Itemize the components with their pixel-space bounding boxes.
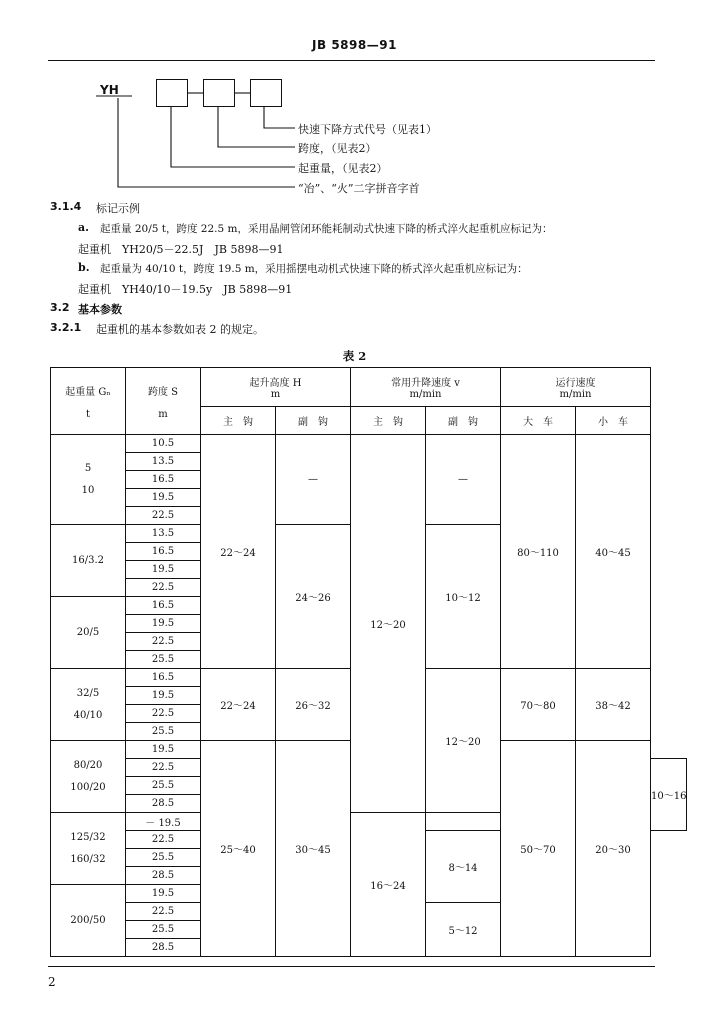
span-cell: 16.5 (126, 543, 201, 561)
section-32-title: 基本参数 (78, 303, 122, 316)
trolley-speed-2: 38～42 (576, 669, 651, 741)
capacity-cell: 5 10 (51, 435, 126, 525)
lift-speed-main-5: 8～14 (426, 831, 501, 903)
example-a-text: 起重量 20/5 t，跨度 22.5 m，采用晶闸管闭环能耗制动式快速下降的桥式淬火起重机应标记为： (100, 223, 553, 235)
example-b-text: 起重量为 40/10 t，跨度 19.5 m，采用摇摆电动机式快速下降的桥式淬火起重机应标记为： (100, 263, 528, 275)
span-cell: 22.5 (126, 579, 201, 597)
lift-height-aux-2: 24～26 (276, 525, 351, 669)
span-cell: 28.5 (126, 867, 201, 885)
lift-height-aux-3: 26～32 (276, 669, 351, 741)
span-cell: － 19.5 (126, 813, 201, 831)
span-cell: 25.5 (126, 849, 201, 867)
capacity-cell: 80/20 100/20 (51, 741, 126, 813)
lift-speed-aux-4: 16～24 (351, 813, 426, 957)
header-main-hook-speed: 主 钩 (351, 407, 426, 435)
section-314-title: 标记示例 (96, 202, 140, 215)
header-travel-speed: 运行速度 m/min (501, 368, 651, 407)
code-item-span: 跨度，（见表2） (298, 142, 377, 155)
capacity-cell: 200/50 (51, 885, 126, 957)
footer-rule (48, 966, 655, 967)
parameters-table (50, 367, 687, 957)
span-cell: 28.5 (126, 795, 201, 813)
header-trolley: 小 车 (576, 407, 651, 435)
span-cell: 19.5 (126, 741, 201, 759)
crane-speed-2: 70～80 (501, 669, 576, 741)
header-capacity: 起重量 Gₙ t (51, 368, 126, 435)
span-cell: 16.5 (126, 597, 201, 615)
lift-height-aux-4: 30～45 (276, 741, 351, 957)
span-cell: 22.5 (126, 759, 201, 777)
header-lift-height: 起升高度 H m (201, 368, 351, 407)
span-cell: 19.5 (126, 687, 201, 705)
lift-height-main-1: 22～24 (201, 435, 276, 669)
span-cell: 25.5 (126, 651, 201, 669)
span-cell: 22.5 (126, 831, 201, 849)
lift-speed-aux-2: 10～12 (426, 525, 501, 669)
span-cell: 19.5 (126, 489, 201, 507)
capacity-cell: 125/32 160/32 (51, 813, 126, 885)
header-lift-speed: 常用升降速度 v m/min (351, 368, 501, 407)
lift-speed-main-4: 10～16 (651, 759, 687, 831)
lift-height-main-4: 25～40 (201, 741, 276, 957)
header-crane: 大 车 (501, 407, 576, 435)
span-cell: 19.5 (126, 561, 201, 579)
crane-speed-1: 80～110 (501, 435, 576, 669)
section-321-number: 3.2.1 (50, 321, 82, 334)
span-cell: 10.5 (126, 435, 201, 453)
span-cell: 28.5 (126, 939, 201, 957)
lift-speed-main-1: 12～20 (351, 435, 426, 813)
lift-height-aux-1: — (276, 435, 351, 525)
span-cell: 16.5 (126, 669, 201, 687)
lift-speed-aux-3: 12～20 (426, 669, 501, 813)
span-cell: 25.5 (126, 777, 201, 795)
span-cell: 22.5 (126, 507, 201, 525)
lift-speed-main-6: 5～12 (426, 903, 501, 957)
span-cell: 13.5 (126, 453, 201, 471)
span-cell: 22.5 (126, 705, 201, 723)
capacity-cell: 32/5 40/10 (51, 669, 126, 741)
lift-speed-aux-1: — (426, 435, 501, 525)
header-aux-hook-height: 副 钩 (276, 407, 351, 435)
code-item-prefix: “冶”、“火”二字拼音字首 (298, 182, 420, 195)
span-cell: 22.5 (126, 633, 201, 651)
model-prefix: YH (100, 83, 119, 97)
span-cell: 22.5 (126, 903, 201, 921)
crane-speed-3: 50～70 (501, 741, 576, 957)
header-main-hook-height: 主 钩 (201, 407, 276, 435)
capacity-cell: 16/3.2 (51, 525, 126, 597)
trolley-speed-3: 20～30 (576, 741, 651, 957)
section-32-number: 3.2 (50, 301, 70, 314)
span-cell: 19.5 (126, 885, 201, 903)
example-b-mark: 起重机 YH40/10－19.5y JB 5898—91 (78, 283, 293, 296)
header-aux-hook-speed: 副 钩 (426, 407, 501, 435)
span-cell: 19.5 (126, 615, 201, 633)
section-321-text: 起重机的基本参数如表 2 的规定。 (96, 323, 264, 336)
code-item-descent-mode: 快速下降方式代号（见表1） (298, 123, 437, 136)
capacity-cell: 20/5 (51, 597, 126, 669)
span-cell: 13.5 (126, 525, 201, 543)
lift-height-main-3: 22～24 (201, 669, 276, 741)
span-cell: 25.5 (126, 723, 201, 741)
example-a-label: a. (78, 221, 89, 234)
section-314-number: 3.1.4 (50, 200, 82, 213)
header-span: 跨度 S m (126, 368, 201, 435)
span-cell: 16.5 (126, 471, 201, 489)
span-cell: 25.5 (126, 921, 201, 939)
code-item-capacity: 起重量，（见表2） (298, 162, 388, 175)
standard-header: JB 5898—91 (312, 38, 397, 52)
page-number: 2 (48, 975, 56, 989)
trolley-speed-1: 40～45 (576, 435, 651, 669)
example-b-label: b. (78, 261, 90, 274)
table-caption: 表 2 (342, 349, 367, 363)
example-a-mark: 起重机 YH20/5－22.5J JB 5898—91 (78, 243, 284, 256)
